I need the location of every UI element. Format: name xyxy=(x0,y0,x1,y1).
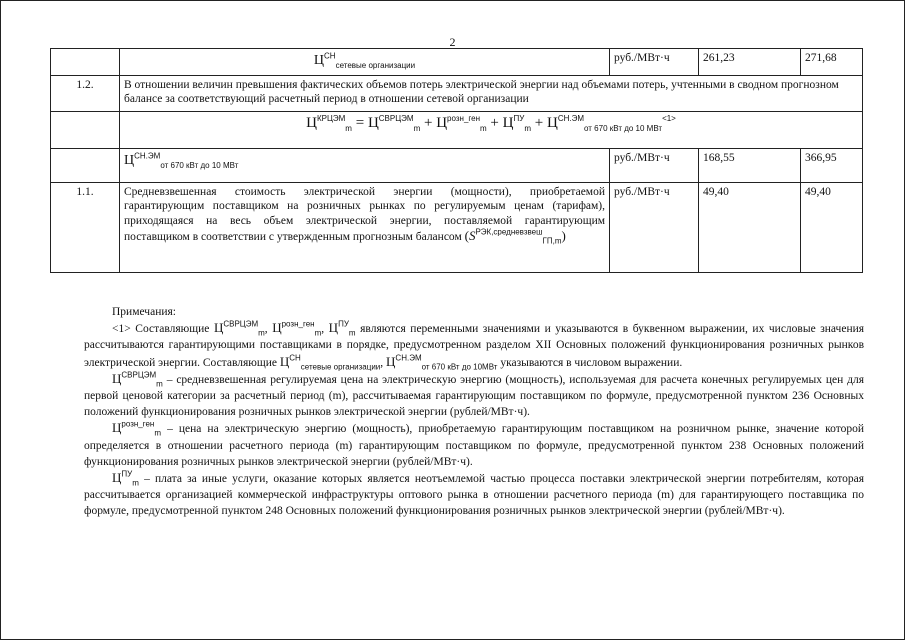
unit-cell: руб./МВт·ч xyxy=(610,49,699,76)
value-cell: 261,23 xyxy=(699,49,801,76)
formula: $Ц^{КРЦЭМ}_m = Ц^{СВРЦЭМ}_m + Ц^{розн\_ген}_m + Ц^{ПУ}_m + Ц^{СН.ЭМ}_{от 670 кВт до 10 МВт}^{<1>}$ xyxy=(306,114,676,133)
table-row xyxy=(51,112,863,149)
note-1: <1> Составляющие $Ц^{СВРЦЭМ}_m$, $Ц^{розн\_ген}_m$, $Ц^{ПУ}_m$ являются переменными значениями и указываются в буквенном выражении, их числовые значения рассчитываются гарантирующими поставщиками в порядке, предусмотренном разделом XII Основных положений функционирования розничных рынков электрической энергии. Составляющие $Ц^{СН}_{сетевые организации}$, $Ц^{СН.ЭМ}_{от 670 кВт до 10МВт}$ указываются в числовом выражении. xyxy=(84,319,865,372)
unit-cell: руб./МВт·ч xyxy=(610,149,699,183)
symbol: $Ц^{розн\_ген}_m$ xyxy=(112,420,162,439)
value-cell: 49,40 xyxy=(801,183,863,273)
row-number-cell xyxy=(51,149,120,183)
table-row xyxy=(51,149,863,183)
definition-1: $Ц^{СВРЦЭМ}_m$ – средневзвешенная регулируемая цена на электрическую энергию (мощность), используемая для расчета конечных регулируемых цен для первой ценовой категории за расчетный период (m), рассчитываемая гарантирующим поставщиком по формуле, предусмотренной пунктом 236 Основных положений функционирования розничных рынков электрической энергии (рублей/МВт·ч). xyxy=(84,370,865,419)
notes-title: Примечания: xyxy=(112,306,176,318)
value-cell: 168,55 xyxy=(699,149,801,183)
row-number-cell: 1.2. xyxy=(51,76,120,112)
symbol: $(S^{РЭК,средневзвеш}_{ГП,m})$ xyxy=(464,227,566,246)
row-number-cell xyxy=(51,112,120,149)
definition-2: $Ц^{розн\_ген}_m$ – цена на электрическую энергию (мощность), приобретаемую гарантирующим поставщиком на розничном рынке, значение которой определяется в отношении расчетного периода (m) гарантирующим поставщиком по формуле, предусмотренной пунктом 238 Основных положений функционирования розничных рынков электрической энергии (рублей/МВт·ч). xyxy=(84,420,864,468)
row-number-cell xyxy=(51,49,120,76)
symbol: $Ц^{СН.ЭМ}_{от 670 кВт до 10МВт}$ xyxy=(386,353,498,372)
symbol: $Ц^{СН.ЭМ}_{от 670 кВт до 10 МВт}$ xyxy=(124,151,239,170)
symbol-cell xyxy=(120,49,610,76)
formula-cell xyxy=(120,112,863,149)
value-cell: 49,40 xyxy=(699,183,801,273)
row-number-cell: 1.1. xyxy=(51,183,120,273)
symbol: $Ц^{ПУ}_m$ xyxy=(328,319,356,338)
definition-3: $Ц^{ПУ}_m$ – плата за иные услуги, оказание которых является неотъемлемой частью процесса поставки электрической энергии потребителям, которая рассчитывается организацией коммерческой инфраструктуры оптового рынка в отношении расчетного периода (m) для гарантирующего поставщика по формуле, предусмотренной пунктом 248 Основных положений функционирования розничных рынков электрической энергии (рублей/МВт·ч). xyxy=(84,469,865,518)
symbol: $Ц^{розн\_ген}_m$ xyxy=(272,319,322,338)
symbol: $Ц^{СВРЦЭМ}_m$ xyxy=(213,319,265,338)
symbol: $Ц^{СВРЦЭМ}_m$ xyxy=(112,370,163,389)
tariff-table xyxy=(50,48,863,273)
symbol: $Ц^{СН}_{сетевые организации}$ xyxy=(279,353,381,372)
value-cell: 366,95 xyxy=(801,149,863,183)
value-cell: 271,68 xyxy=(801,49,863,76)
table-row xyxy=(51,76,863,112)
symbol-cell xyxy=(120,149,610,183)
page-number: 2 xyxy=(449,35,456,49)
symbol: $Ц^{ПУ}_m$ xyxy=(112,469,139,488)
notes xyxy=(84,304,864,520)
section-title-cell: В отношении величин превышения фактических объемов потерь электрической энергии над объемами потерь, учтенными в сводном прогнозном балансе за соответствующий расчетный период в отношении сетевой организации xyxy=(120,76,863,112)
table-row xyxy=(51,49,863,76)
unit-cell: руб./МВт·ч xyxy=(610,183,699,273)
table-row xyxy=(51,183,863,273)
description-cell: Средневзвешенная стоимость электрической энергии (мощности), приобретаемой гарантирующим поставщиком на розничных рынках по регулируемым ценам (тарифам), приходящаяся на весь объем электрической энергии, поставляемой гарантирующим поставщиком в соответствии с утвержденным прогнозным балансом $(S^{РЭК,средневзвеш}_{ГП,m})$ xyxy=(120,183,610,273)
symbol: $Ц^{СН}_{сетевые организации}$ xyxy=(313,51,416,70)
